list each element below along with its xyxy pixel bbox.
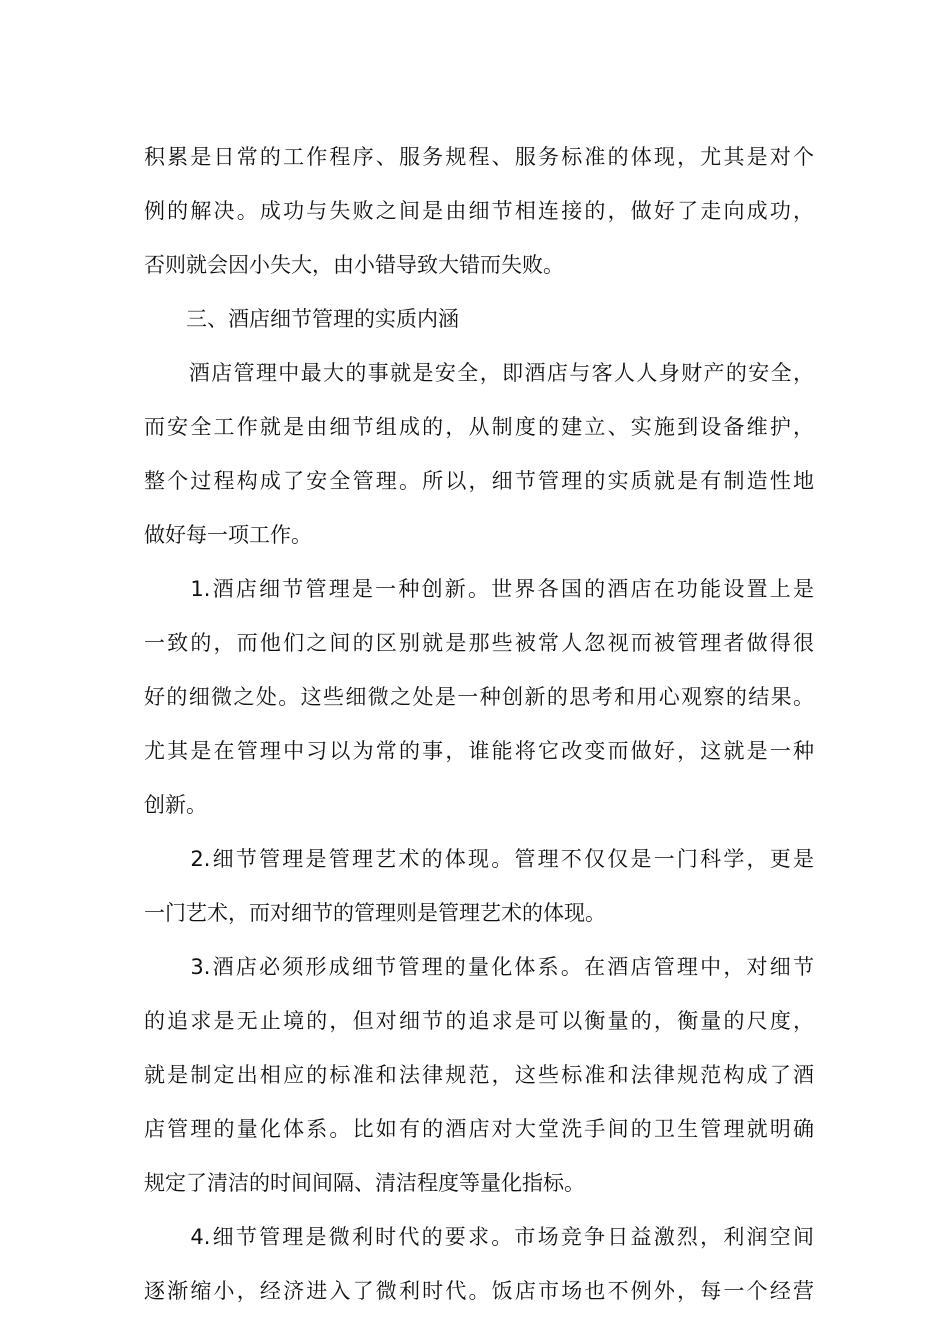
text-line: 1.酒店细节管理是一种创新。世界各国的酒店在功能设置上是 bbox=[144, 577, 814, 601]
text-line: 的追求是无止境的，但对细节的追求是可以衡量的，衡量的尺度， bbox=[144, 1009, 814, 1033]
text-line: 4.细节管理是微利时代的要求。市场竞争日益激烈，利润空间 bbox=[144, 1225, 814, 1249]
text-line: 尤其是在管理中习以为常的事，谁能将它改变而做好，这就是一种 bbox=[144, 739, 814, 763]
text-line: 好的细微之处。这些细微之处是一种创新的思考和用心观察的结果。 bbox=[144, 685, 814, 709]
text-line: 就是制定出相应的标准和法律规范，这些标准和法律规范构成了酒 bbox=[144, 1063, 814, 1087]
text-line: 一致的，而他们之间的区别就是那些被常人忽视而被管理者做得很 bbox=[144, 631, 814, 655]
text-line: 整个过程构成了安全管理。所以，细节管理的实质就是有制造性地 bbox=[144, 469, 814, 493]
text-line: 店管理的量化体系。比如有的酒店对大堂洗手间的卫生管理就明确 bbox=[144, 1117, 814, 1141]
text-line: 3.酒店必须形成细节管理的量化体系。在酒店管理中，对细节 bbox=[144, 955, 814, 979]
text-line: 积累是日常的工作程序、服务规程、服务标准的体现，尤其是对个 bbox=[144, 145, 814, 169]
text-line: 规定了清洁的时间间隔、清洁程度等量化指标。 bbox=[144, 1171, 585, 1195]
body-text bbox=[144, 130, 814, 1318]
text-line: 否则就会因小失大，由小错导致大错而失败。 bbox=[144, 253, 564, 277]
text-line: 例的解决。成功与失败之间是由细节相连接的，做好了走向成功， bbox=[144, 199, 814, 223]
text-line: 逐渐缩小，经济进入了微利时代。饭店市场也不例外，每一个经营 bbox=[144, 1279, 814, 1303]
text-line: 做好每一项工作。 bbox=[144, 523, 312, 547]
section-heading: 三、酒店细节管理的实质内涵 bbox=[144, 307, 459, 331]
text-line: 创新。 bbox=[144, 793, 207, 817]
text-line: 2.细节管理是管理艺术的体现。管理不仅仅是一门科学，更是 bbox=[144, 847, 814, 871]
text-line: 一门艺术，而对细节的管理则是管理艺术的体现。 bbox=[144, 901, 606, 925]
text-line: 而安全工作就是由细节组成的，从制度的建立、实施到设备维护， bbox=[144, 415, 814, 439]
text-line: 酒店管理中最大的事就是安全，即酒店与客人人身财产的安全， bbox=[144, 361, 814, 385]
